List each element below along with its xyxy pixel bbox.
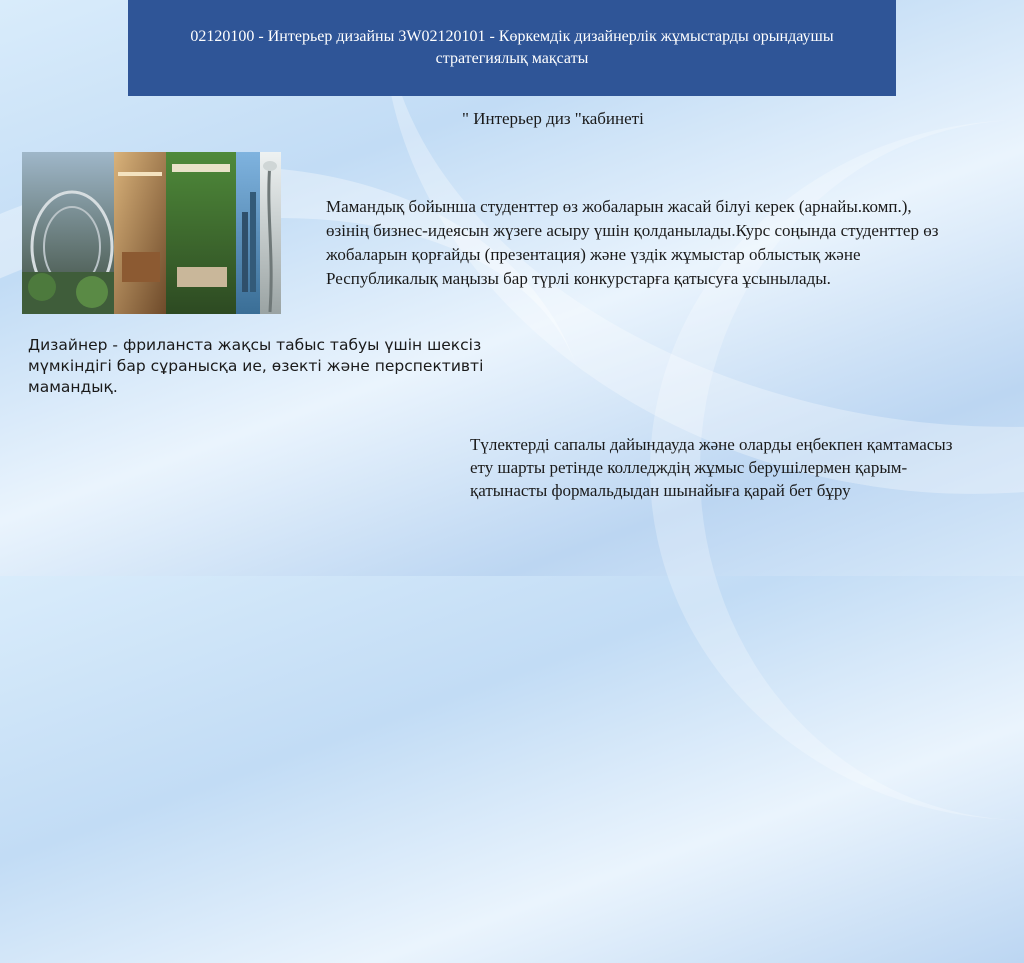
students-paragraph: Мамандық бойынша студенттер өз жобаларын жасай білуі керек (арнайы.комп.), өзінің бизнес-идеясын жүзеге асыру үшін қолданылады.Курс соңында студенттер өз жобаларын қорғайды (презентация) және үздік жұмыстар облыстық және Республикалық маңызы бар түрлі конкурстарға қатысуға ұсынылады. (326, 197, 939, 288)
collage-image (22, 152, 281, 314)
slide-title: 02120100 - Интерьер дизайны 3W02120101 - Көркемдік дизайнерлік жұмыстарды орындаушы стратегиялық мақсаты (190, 28, 834, 67)
graduates-paragraph: Түлектерді сапалы дайындауда және оларды еңбекпен қамтамасыз ету шарты ретінде колледждің жұмыс берушілермен қарым-қатынасты формальдыдан шынайыға қарай бет бұру (470, 435, 953, 500)
interior-design-collage (22, 152, 281, 314)
cabinet-subtitle: " Интерьер диз "кабинеті (462, 109, 644, 128)
title-banner (128, 0, 896, 96)
designer-paragraph: Дизайнер - фриланста жақсы табыс табуы үшін шексіз мүмкіндігі бар сұранысқа ие, өзекті және перспективті мамандық. (28, 336, 484, 396)
